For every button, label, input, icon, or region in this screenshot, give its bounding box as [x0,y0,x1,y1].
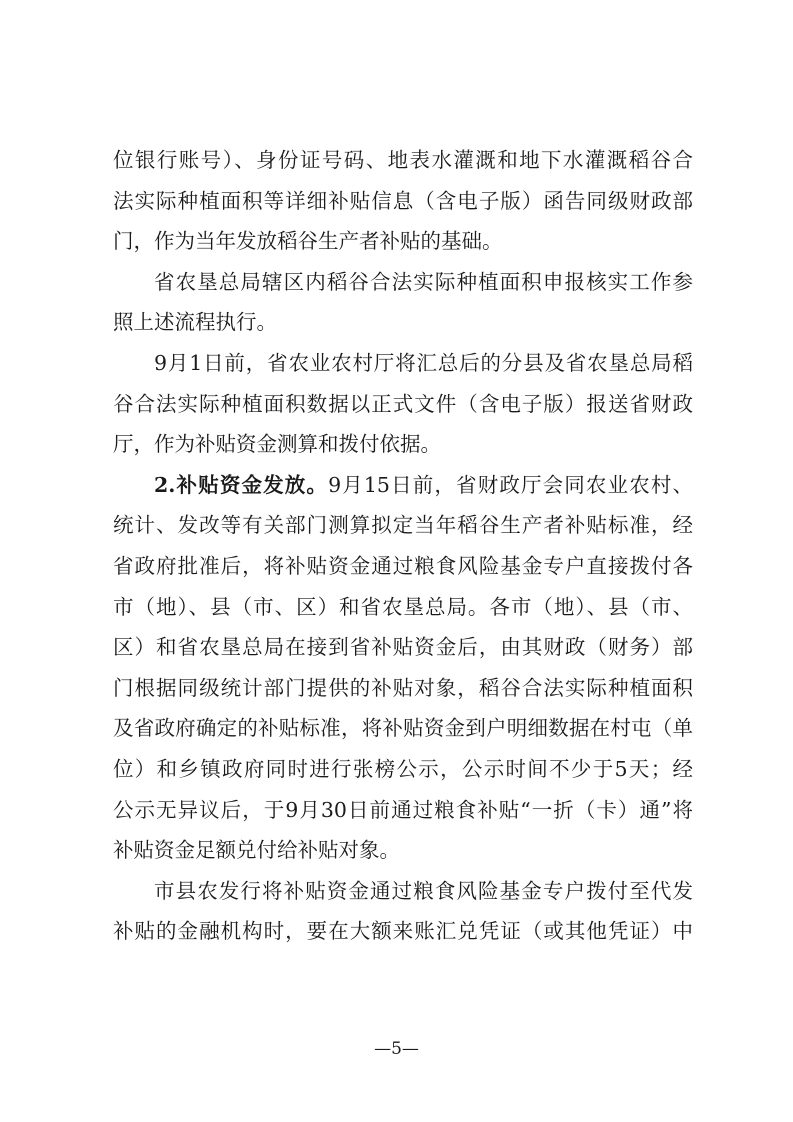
text-line: 区）和省农垦总局在接到省补贴资金后，由其财政（财务）部 [113,635,693,660]
text-line: 统计、发改等有关部门测算拟定当年稻谷生产者补贴标准，经 [113,513,693,538]
text-line: 法实际种植面积等详细补贴信息（含电子版）函告同级财政部 [113,188,693,213]
text-line: 及省政府确定的补贴标准，将补贴资金到户明细数据在村屯（单 [113,716,693,741]
text-line: 谷合法实际种植面积数据以正式文件（含电子版）报送省财政 [113,391,693,416]
text-line: 市县农发行将补贴资金通过粮食风险基金专户拨付至代发 [154,878,693,903]
page-number: —5— [374,1039,419,1059]
text-line: 照上述流程执行。 [113,310,277,335]
document-body [113,140,693,952]
text-line: 公示无异议后，于9月30日前通过粮食补贴“一折（卡）通”将 [113,797,693,822]
text-line: 厅，作为补贴资金测算和拨付依据。 [113,432,441,457]
text-line: 门根据同级统计部门提供的补贴对象，稻谷合法实际种植面积 [113,675,693,700]
text-line: 位）和乡镇政府同时进行张榜公示，公示时间不少于5天；经 [113,756,693,781]
text-line: 省政府批准后，将补贴资金通过粮食风险基金专户直接拨付各 [113,553,693,578]
text-line: 补贴的金融机构时，要在大额来账汇兑凭证（或其他凭证）中 [113,919,693,944]
text-line: 门，作为当年发放稻谷生产者补贴的基础。 [113,229,503,254]
text-line: 市（地）、县（市、区）和省农垦总局。各市（地）、县（市、 [113,594,693,619]
text-line [113,465,693,506]
text-span: 9月15日前，省财政厅会同农业农村、 [328,472,693,497]
text-line: 省农垦总局辖区内稻谷合法实际种植面积申报核实工作参 [154,269,693,294]
section-heading: 2.补贴资金发放。 [154,472,329,497]
text-line: 位银行账号）、身份证号码、地表水灌溉和地下水灌溉稻谷合 [113,148,693,172]
text-line: 补贴资金足额兑付给补贴对象。 [113,838,400,863]
text-line: 9月1日前，省农业农村厅将汇总后的分县及省农垦总局稻 [154,350,693,375]
